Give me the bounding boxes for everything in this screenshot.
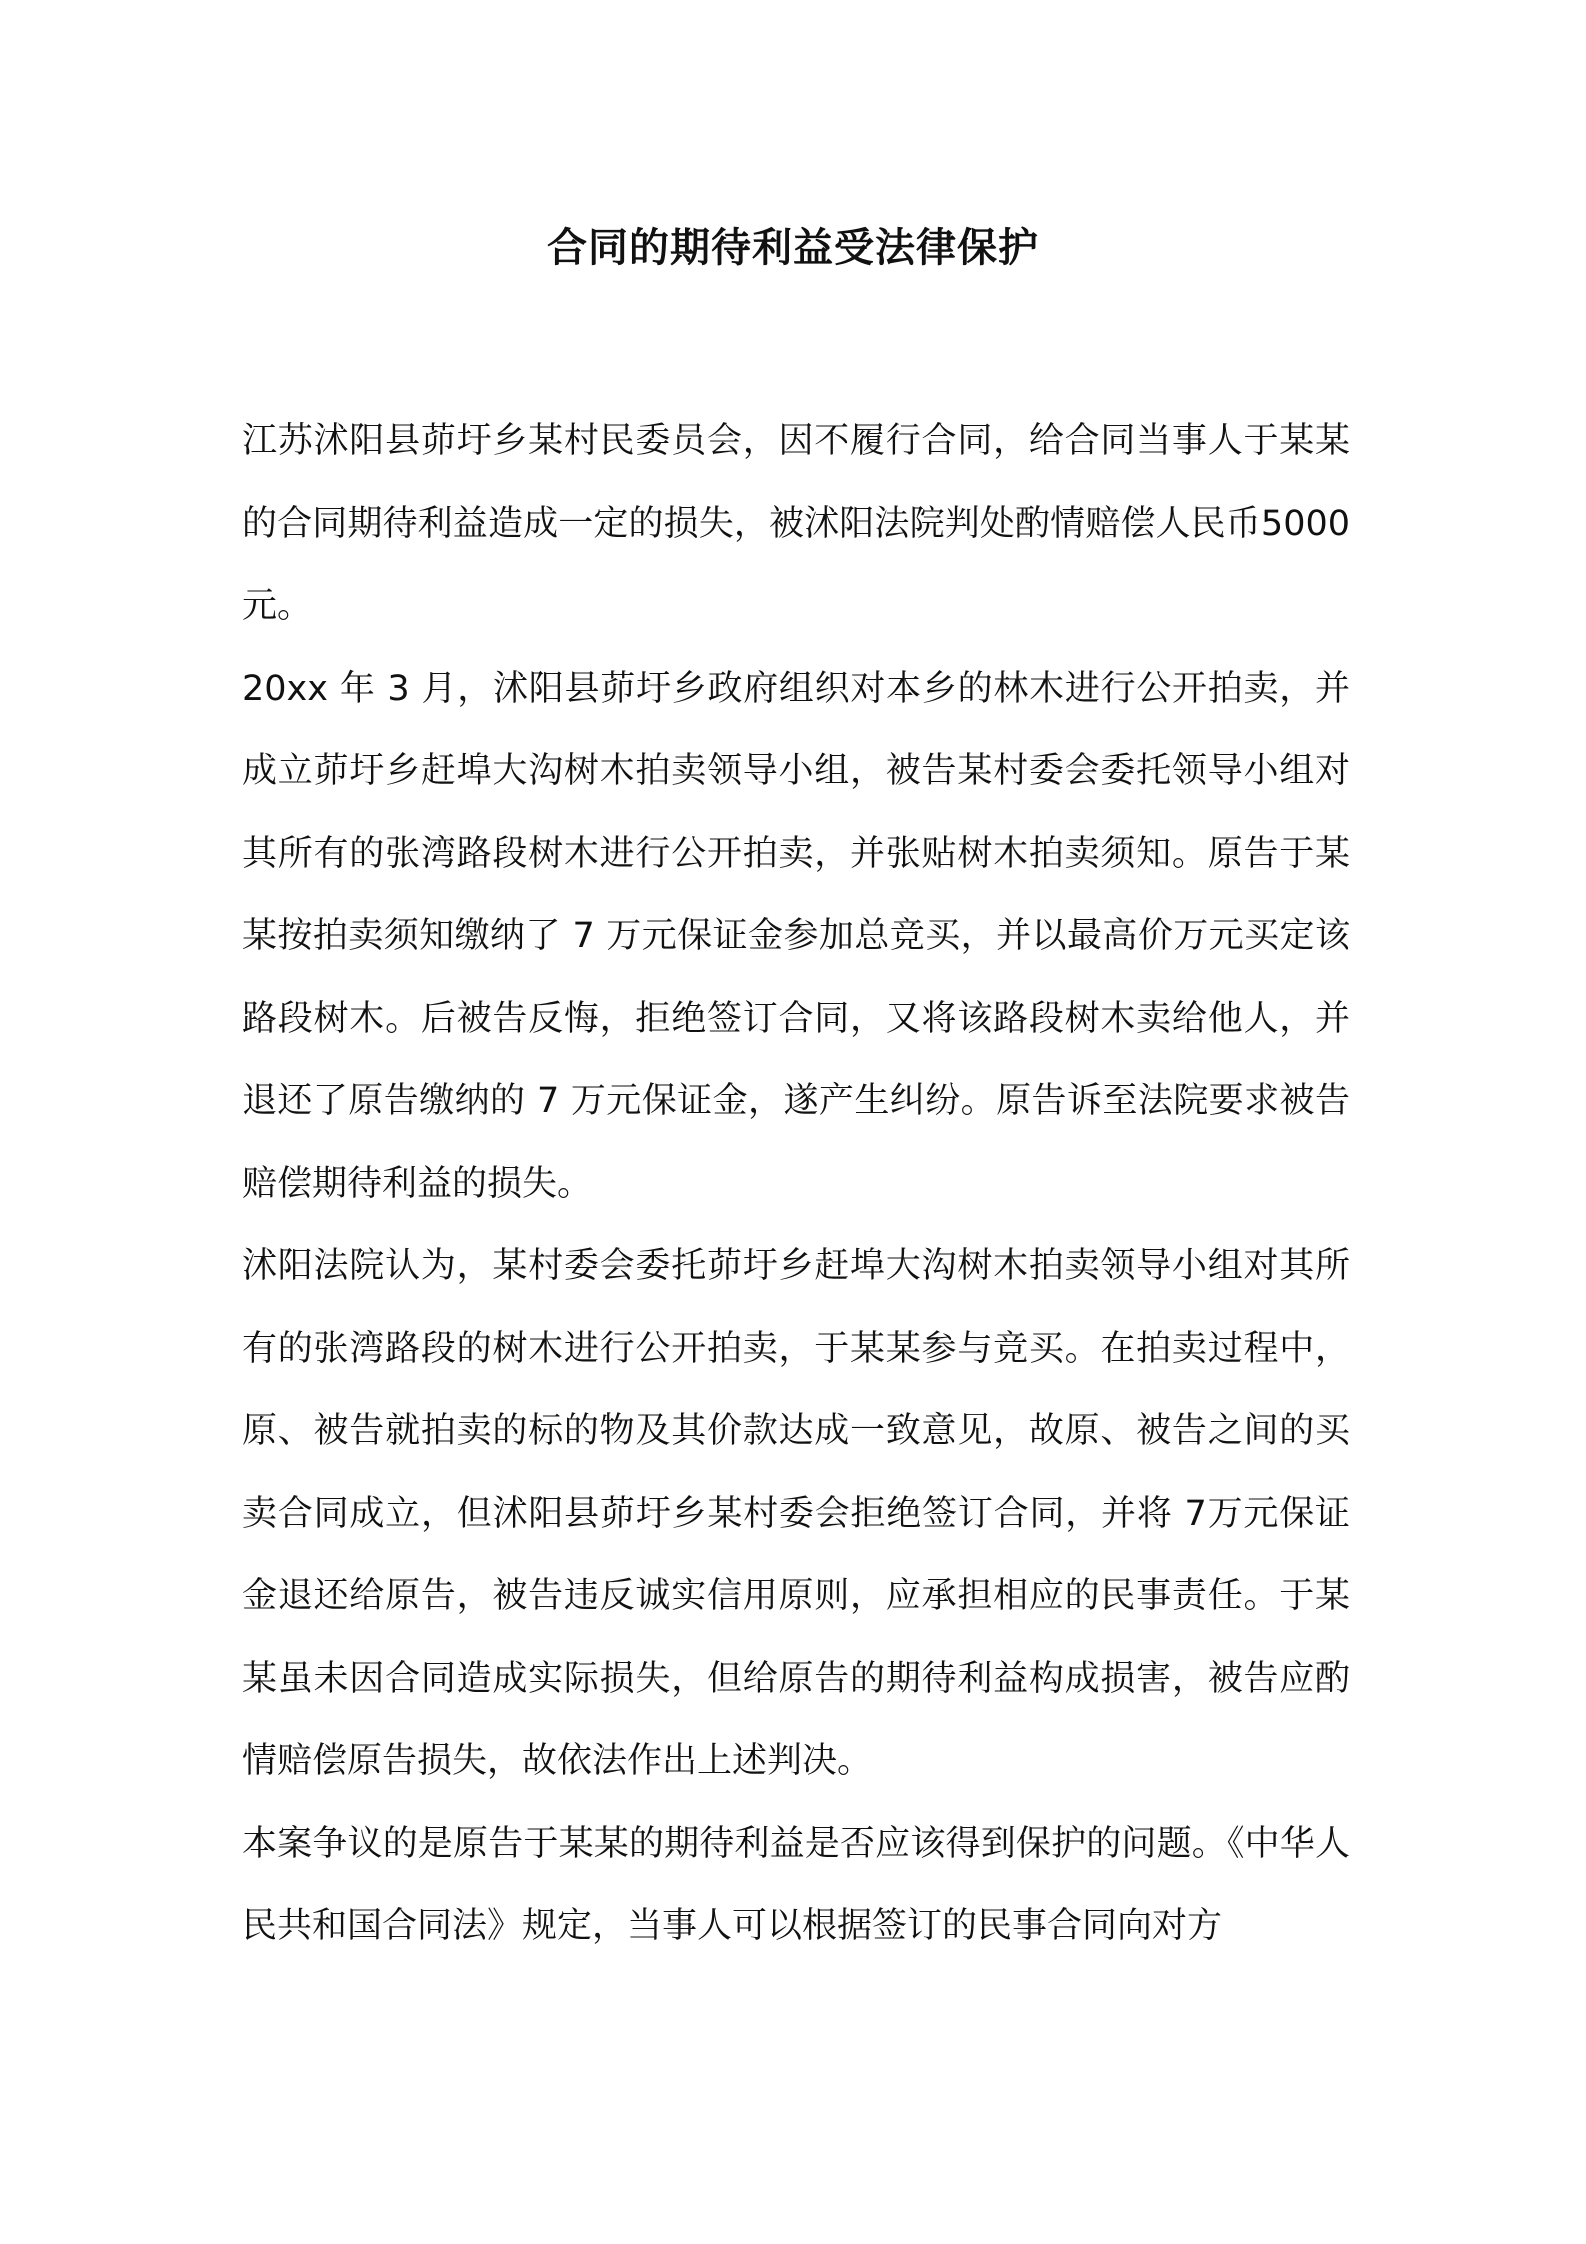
- document-title: 合同的期待利益受法律保护: [547, 225, 1039, 271]
- document-body: [242, 400, 1350, 1968]
- paragraph-3: 沭阳法院认为，某村委会委托茆圩乡赶埠大沟树木拍卖领导小组对其所有的张湾路段的树木进行公开拍卖，于某某参与竞买。在拍卖过程中，原、被告就拍卖的标的物及其价款达成一致意见，故原、被告之间的买卖合同成立，但沭阳县茆圩乡某村委会拒绝签订合同，并将 7万元保证金退还给原告，被告违反诚实信用原则，应承担相应的民事责任。于某某虽未因合同造成实际损失，但给原告的期待利益构成损害，被告应酌情赔偿原告损失，故依法作出上述判决。: [242, 1246, 1350, 1781]
- paragraph-4: 本案争议的是原告于某某的期待利益是否应该得到保护的问题。《中华人民共和国合同法》规定，当事人可以根据签订的民事合同向对方: [242, 1823, 1350, 1946]
- paragraph-2: 20xx 年 3 月，沭阳县茆圩乡政府组织对本乡的林木进行公开拍卖，并成立茆圩乡赶埠大沟树木拍卖领导小组，被告某村委会委托领导小组对其所有的张湾路段树木进行公开拍卖，并张贴树木拍卖须知。原告于某某按拍卖须知缴纳了 7 万元保证金参加总竞买，并以最高价万元买定该路段树木。后被告反悔，拒绝签订合同，又将该路段树木卖给他人，并退还了原告缴纳的 7 万元保证金，遂产生纠纷。原告诉至法院要求被告赔偿期待利益的损失。: [242, 668, 1350, 1204]
- paragraph-1: 江苏沭阳县茆圩乡某村民委员会，因不履行合同，给合同当事人于某某的合同期待利益造成一定的损失，被沭阳法院判处酌情赔偿人民币5000 元。: [242, 421, 1350, 626]
